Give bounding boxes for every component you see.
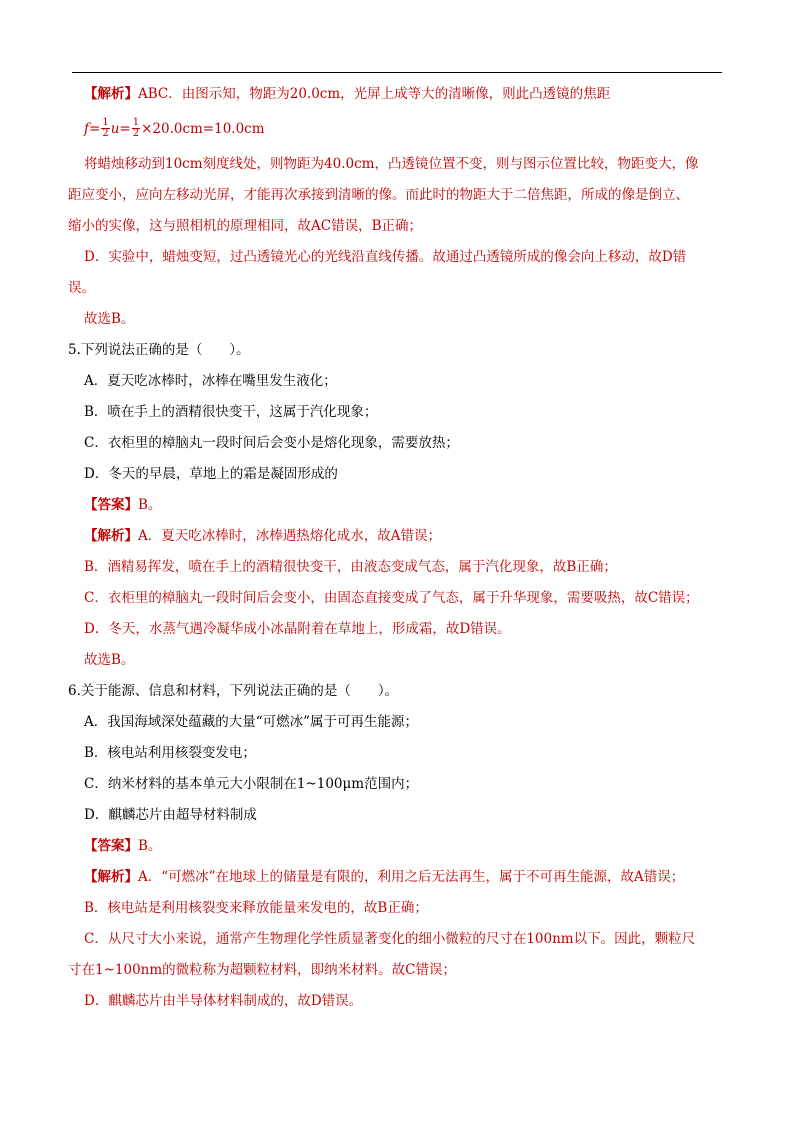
fraction-denominator: 2	[132, 128, 140, 139]
fraction-denominator: 2	[102, 128, 109, 139]
q5-answer	[84, 489, 724, 520]
fraction-half-2	[132, 118, 140, 139]
formula-rest: ×20.0cm=10.0cm	[141, 120, 265, 137]
analysis-tag: 【解析】	[84, 868, 138, 885]
answer-text: B。	[138, 496, 162, 513]
q6-question: 6.关于能源、信息和材料，下列说法正确的是（ ）。	[68, 682, 399, 699]
q6-option-c: C．纳米材料的基本单元大小限制在1~100μm范围内；	[84, 775, 419, 792]
q6-option-b: B．核电站利用核裂变发电；	[84, 744, 256, 761]
q4-analysis-line	[84, 78, 724, 109]
q4-analysis-d-line2: 误。	[68, 279, 95, 296]
analysis-text: A．“可燃冰”在地球上的储量是有限的，利用之后无法再生，属于不可再生能源，故A错误；	[138, 868, 685, 885]
q6-answer	[84, 830, 724, 861]
q5-option-b: B．喷在手上的酒精很快变干，这属于汽化现象；	[84, 403, 378, 420]
q5-question: 5.下列说法正确的是（ ）。	[68, 341, 250, 358]
fraction-half-1	[101, 118, 109, 139]
q6-analysis-a	[84, 861, 724, 892]
q5-analysis-d: D．冬天，水蒸气遇冷凝华成小冰晶附着在草地上，形成霜，故D错误。	[84, 620, 511, 637]
analysis-text: ABC．由图示知，物距为20.0cm，光屏上成等大的清晰像，则此凸透镜的焦距	[138, 85, 611, 102]
q4-analysis-p2-line2: 距应变小，应向左移动光屏，才能再次承接到清晰的像。而此时的物距大于二倍焦距，所成的像是倒立、	[68, 186, 689, 203]
analysis-tag: 【解析】	[84, 527, 138, 544]
q5-analysis-c: C．衣柜里的樟脑丸一段时间后会变小，由固态直接变成了气态，属于升华现象，需要吸热，故C错误；	[84, 589, 699, 606]
analysis-text: A．夏天吃冰棒时，冰棒遇热熔化成水，故A错误；	[138, 527, 441, 544]
q6-analysis-c-line1: C．从尺寸大小来说，通常产生物理化学性质显著变化的细小微粒的尺寸在100nm以下。因此，颗粒尺	[84, 930, 696, 947]
q5-analysis-b: B．酒精易挥发，喷在手上的酒精很快变干，由液态变成气态，属于汽化现象，故B正确；	[84, 558, 617, 575]
q6-analysis-b: B．核电站是利用核裂变来释放能量来发电的，故B正确；	[84, 899, 428, 916]
q4-conclusion: 故选B。	[84, 310, 135, 327]
q5-option-d: D．冬天的早晨，草地上的霜是凝固形成的	[84, 465, 338, 482]
answer-text: B。	[138, 837, 162, 854]
answer-tag: 【答案】	[84, 837, 138, 854]
header-rule	[72, 72, 722, 73]
q6-option-d: D．麒麟芯片由超导材料制成	[84, 806, 257, 823]
analysis-tag: 【解析】	[84, 85, 138, 102]
q5-option-c: C．衣柜里的樟脑丸一段时间后会变小是熔化现象，需要放热；	[84, 434, 459, 451]
q4-analysis-p2-line1: 将蜡烛移动到10cm刻度线处，则物距为40.0cm，凸透镜位置不变，则与图示位置比较，物距变大，像	[84, 155, 699, 172]
q6-analysis-c-line2: 寸在1~100nm的微粒称为超颗粒材料，即纳米材料。故C错误；	[68, 961, 456, 978]
formula-u: u	[110, 120, 120, 137]
q4-analysis-p2-line3: 缩小的实像，这与照相机的原理相同，故AC错误，B正确；	[68, 217, 422, 234]
q4-analysis-d-line1: D．实验中，蜡烛变短，过凸透镜光心的光线沿直线传播。故通过凸透镜所成的像会向上移动，故D错	[84, 248, 687, 265]
q6-option-a: A．我国海域深处蕴藏的大量“可燃冰”属于可再生能源；	[84, 713, 419, 730]
focal-length-formula	[84, 109, 724, 148]
document-body	[68, 78, 724, 1016]
q5-option-a: A．夏天吃冰棒时，冰棒在嘴里发生液化；	[84, 372, 337, 389]
formula-eq2: =	[119, 120, 131, 137]
answer-tag: 【答案】	[84, 496, 138, 513]
fraction-numerator: 1	[132, 117, 140, 128]
formula-f: f	[84, 120, 89, 137]
fraction-numerator: 1	[102, 117, 109, 128]
q6-analysis-d: D．麒麟芯片由半导体材料制成的，故D错误。	[84, 992, 363, 1009]
q5-analysis-a	[84, 520, 724, 551]
formula-eq1: =	[89, 120, 101, 137]
q5-conclusion: 故选B。	[84, 651, 135, 668]
